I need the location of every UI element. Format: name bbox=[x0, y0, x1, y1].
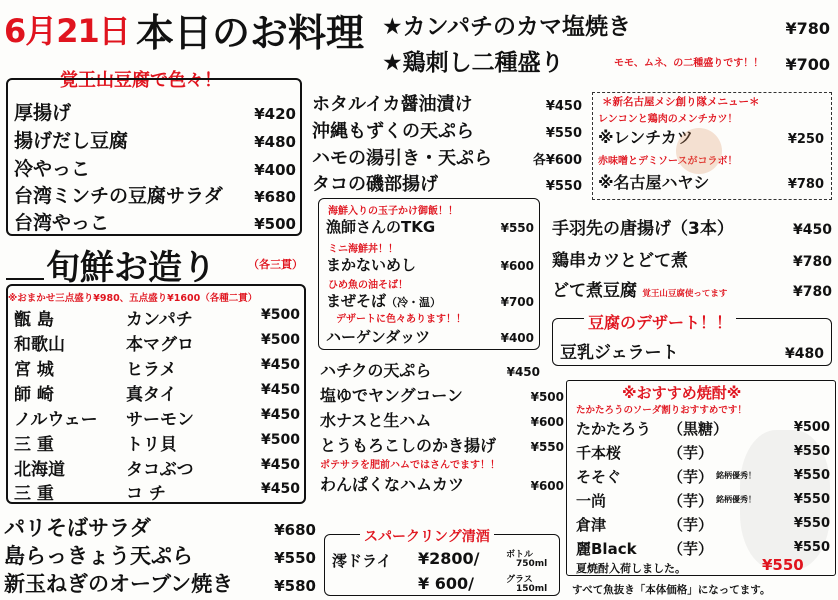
special-name: ★鶏刺し二種盛り bbox=[382, 50, 564, 76]
item-price: ¥500 bbox=[793, 420, 830, 435]
item-name: タコの磯部揚げ bbox=[312, 174, 438, 195]
item-price: ¥480 bbox=[785, 346, 824, 362]
footer-note: すべて魚抜き「本体価格」になってます。 bbox=[572, 584, 771, 596]
item-name: まかないめし bbox=[326, 256, 417, 274]
item-name: 厚揚げ bbox=[14, 102, 72, 124]
nagoya-note: 赤味噌とデミソースがコラボ！ bbox=[598, 156, 738, 167]
item-name: とうもろこしのかき揚げ bbox=[320, 436, 497, 455]
list-item bbox=[4, 568, 316, 598]
item-price: ¥550 bbox=[793, 540, 830, 555]
item-price: ¥550 bbox=[530, 440, 564, 454]
item-name: 水ナスと生ハム bbox=[320, 411, 432, 430]
special-note: モモ、ムネ、の二種盛りです！！ bbox=[614, 58, 764, 69]
list-item bbox=[560, 338, 824, 363]
item-price: ¥550 bbox=[793, 516, 830, 531]
item-price: ¥680 bbox=[254, 188, 296, 206]
item-name: 島らっきょう天ぷら bbox=[4, 544, 193, 568]
sparkling-name: 澪ドライ bbox=[332, 552, 392, 570]
item-price: ¥550 bbox=[793, 468, 830, 483]
price: ¥500 bbox=[261, 432, 300, 448]
item-name: 麗Black bbox=[576, 540, 637, 558]
list-item bbox=[320, 358, 540, 381]
bottle-price: ¥2800/ bbox=[418, 549, 480, 568]
list-item bbox=[552, 246, 832, 271]
item-name: 沖縄もずくの天ぷら bbox=[312, 121, 474, 142]
fish: タコぶつ bbox=[126, 460, 194, 480]
origin: 三 重 bbox=[14, 435, 54, 455]
item-note: 銘柄優秀！ bbox=[716, 471, 756, 480]
fish: 真タイ bbox=[126, 385, 177, 405]
list-item bbox=[326, 326, 534, 347]
table-row bbox=[14, 479, 300, 503]
price: ¥450 bbox=[261, 357, 300, 373]
fish: 本マグロ bbox=[126, 335, 194, 355]
item-price: ¥600 bbox=[500, 259, 534, 273]
table-row bbox=[14, 380, 300, 404]
item-price: ¥550 bbox=[274, 549, 316, 567]
fish: トリ貝 bbox=[126, 435, 177, 455]
table-row bbox=[14, 405, 300, 429]
item-name: 塩ゆでヤングコーン bbox=[320, 386, 463, 405]
item-type: （芋） bbox=[668, 540, 714, 558]
item-type: （芋） bbox=[668, 516, 714, 534]
item-name: わんぱくなハムカツ bbox=[320, 475, 465, 494]
table-row bbox=[14, 355, 300, 379]
item-name: 揚げだし豆腐 bbox=[14, 130, 129, 152]
item-price: ¥600 bbox=[530, 415, 564, 429]
sashimi-note: ※おまかせ三点盛り¥980、五点盛り¥1600（各種二貫） bbox=[8, 293, 258, 304]
item-name: そそぐ bbox=[576, 468, 622, 486]
price: ¥500 bbox=[261, 307, 300, 323]
shochu-bottom-price: ¥550 bbox=[762, 556, 804, 574]
table-row bbox=[14, 330, 300, 354]
item-type: （黒糖） bbox=[668, 420, 729, 438]
page-title: 本日のお料理 bbox=[136, 11, 365, 55]
item-name: ※レンチカツ bbox=[598, 128, 693, 147]
item-type: （芋） bbox=[668, 468, 714, 486]
table-row bbox=[576, 490, 830, 512]
table-row bbox=[14, 305, 300, 329]
shochu-heading: ※おすすめ焼酎※ bbox=[622, 384, 742, 402]
bottle-label: ボトル bbox=[506, 550, 534, 560]
special-item bbox=[382, 8, 830, 41]
list-item bbox=[552, 214, 832, 239]
list-item bbox=[320, 472, 564, 495]
item-price: ¥550 bbox=[500, 221, 534, 235]
item-name: 台湾ミンチの豆腐サラダ bbox=[14, 185, 223, 207]
rice-note: デザートに色々あります！！ bbox=[336, 314, 466, 325]
table-row bbox=[576, 418, 830, 440]
rice-note: ひめ魚の油そば！ bbox=[328, 280, 408, 291]
header-date: 6月21日 bbox=[4, 12, 130, 50]
item-name: 千本桜 bbox=[576, 444, 622, 462]
table-row bbox=[14, 455, 300, 479]
item-price: ¥500 bbox=[530, 390, 564, 404]
origin: ノルウェー bbox=[14, 410, 98, 430]
item-price: ¥780 bbox=[793, 284, 832, 300]
item-note: 銘柄優秀！ bbox=[716, 495, 756, 504]
list-item bbox=[312, 117, 582, 143]
item-price: ¥680 bbox=[274, 521, 316, 539]
list-item bbox=[14, 154, 296, 181]
price: ¥450 bbox=[261, 481, 300, 497]
item-price: ¥250 bbox=[787, 132, 824, 147]
list-item bbox=[312, 90, 582, 116]
list-item bbox=[326, 216, 534, 237]
special-item bbox=[382, 44, 830, 77]
center-note: ポテサラを肥前ハムではさんでます！！ bbox=[320, 460, 500, 471]
table-row bbox=[576, 466, 830, 488]
item-name: 一尚 bbox=[576, 492, 607, 510]
glass-price: ¥ 600/ bbox=[418, 574, 474, 593]
rice-note: ミニ海鮮丼！！ bbox=[328, 244, 398, 255]
list-item bbox=[4, 540, 316, 570]
tofu-heading: 覚王山豆腐で色々！ bbox=[60, 70, 222, 91]
item-price: ¥600 bbox=[530, 479, 564, 493]
item-price: ¥480 bbox=[254, 133, 296, 151]
shochu-bottom-note: 夏焼酎入荷しました。 bbox=[576, 562, 686, 575]
item-name: 冷やっこ bbox=[14, 158, 91, 180]
item-type: （芋） bbox=[668, 444, 714, 462]
item-price: ¥550 bbox=[545, 126, 582, 141]
origin: 三 重 bbox=[14, 484, 54, 504]
price: ¥500 bbox=[261, 332, 300, 348]
item-name: 倉津 bbox=[576, 516, 607, 534]
sashimi-underline bbox=[6, 278, 44, 280]
sparkling-heading: スパークリング清酒 bbox=[360, 526, 494, 546]
item-name: ※名古屋ハヤシ bbox=[598, 173, 710, 192]
table-row bbox=[576, 514, 830, 536]
special-price: ¥780 bbox=[785, 19, 830, 38]
item-name: ハモの湯引き・天ぷら bbox=[312, 148, 492, 169]
item-price: ¥450 bbox=[545, 99, 582, 114]
glass-size: 150ml bbox=[516, 584, 548, 594]
item-price: ¥500 bbox=[254, 215, 296, 233]
origin: 師 崎 bbox=[14, 385, 54, 405]
item-name: まぜそば bbox=[326, 292, 387, 310]
list-item bbox=[312, 144, 582, 170]
table-row bbox=[576, 442, 830, 464]
item-name: 新玉ねぎのオーブン焼き bbox=[4, 572, 234, 596]
dessert-heading: 豆腐のデザート！！ bbox=[584, 310, 736, 333]
shochu-note: たかたろうのソーダ割りおすすめです！ bbox=[576, 405, 747, 416]
list-item bbox=[14, 126, 296, 153]
item-price: ¥700 bbox=[500, 295, 534, 309]
sashimi-heading: 旬鮮お造り bbox=[46, 248, 216, 288]
item-sub: （冷・温） bbox=[386, 296, 442, 309]
special-name: ★カンパチのカマ塩焼き bbox=[382, 14, 632, 40]
item-name: 手羽先の唐揚げ（3本） bbox=[552, 219, 734, 239]
stamp-icon bbox=[676, 128, 722, 174]
item-name: ハーゲンダッツ bbox=[326, 328, 431, 346]
list-item bbox=[4, 512, 316, 542]
item-price: ¥400 bbox=[254, 161, 296, 179]
item-name: ホタルイカ醤油漬け bbox=[312, 94, 473, 115]
special-price: ¥700 bbox=[785, 55, 830, 74]
list-item bbox=[326, 254, 534, 275]
list-item bbox=[14, 208, 296, 235]
origin: 宮 城 bbox=[14, 360, 54, 380]
item-name: 鶏串カツとどて煮 bbox=[552, 251, 688, 271]
list-item bbox=[326, 290, 534, 311]
origin: 北海道 bbox=[14, 460, 65, 480]
item-price: ¥550 bbox=[545, 179, 582, 194]
item-name: ハチクの天ぷら bbox=[320, 361, 432, 380]
item-price: ¥780 bbox=[787, 177, 824, 192]
item-name: 豆乳ジェラート bbox=[560, 343, 679, 363]
fish: コ チ bbox=[126, 484, 166, 504]
nagoya-note: レンコンと鶏肉のメンチカツ！ bbox=[598, 114, 738, 125]
item-price: 各¥600 bbox=[532, 153, 582, 168]
rice-note: 海鮮入りの玉子かけ御飯！！ bbox=[328, 206, 458, 217]
item-price: ¥450 bbox=[506, 365, 540, 379]
list-item bbox=[552, 276, 832, 301]
item-name: 漁師さんのTKG bbox=[326, 218, 436, 236]
list-item bbox=[320, 433, 564, 456]
list-item bbox=[312, 170, 582, 196]
item-name: どて煮豆腐 bbox=[552, 281, 637, 301]
fish: ヒラメ bbox=[126, 360, 177, 380]
item-price: ¥450 bbox=[793, 222, 832, 238]
item-type: （芋） bbox=[668, 492, 714, 510]
item-name: パリそばサラダ bbox=[4, 516, 151, 540]
item-name: たかたろう bbox=[576, 420, 652, 438]
origin: 和歌山 bbox=[14, 335, 65, 355]
price: ¥450 bbox=[261, 457, 300, 473]
item-price: ¥780 bbox=[793, 254, 832, 270]
list-item bbox=[14, 98, 296, 125]
nagoya-heading: ＊新名古屋メシ創り隊メニュー＊ bbox=[602, 96, 760, 108]
table-row bbox=[14, 430, 300, 454]
item-price: ¥400 bbox=[500, 331, 534, 345]
list-item bbox=[320, 383, 564, 406]
origin: 甑 島 bbox=[14, 310, 54, 330]
fish: カンパチ bbox=[126, 310, 193, 330]
list-item bbox=[598, 170, 824, 193]
list-item bbox=[320, 408, 564, 431]
item-price: ¥550 bbox=[793, 492, 830, 507]
fish: サーモン bbox=[126, 410, 194, 430]
glass-label: グラス bbox=[506, 575, 533, 585]
price: ¥450 bbox=[261, 382, 300, 398]
price: ¥450 bbox=[261, 407, 300, 423]
bottle-size: 750ml bbox=[516, 559, 548, 569]
item-note: 覚王山豆腐使ってます bbox=[642, 289, 728, 299]
list-item bbox=[14, 181, 296, 208]
item-price: ¥580 bbox=[274, 577, 316, 595]
sashimi-heading-sub: （各三貫） bbox=[248, 258, 303, 271]
item-price: ¥420 bbox=[254, 105, 296, 123]
item-price: ¥550 bbox=[793, 444, 830, 459]
item-name: 台湾やっこ bbox=[14, 212, 110, 234]
